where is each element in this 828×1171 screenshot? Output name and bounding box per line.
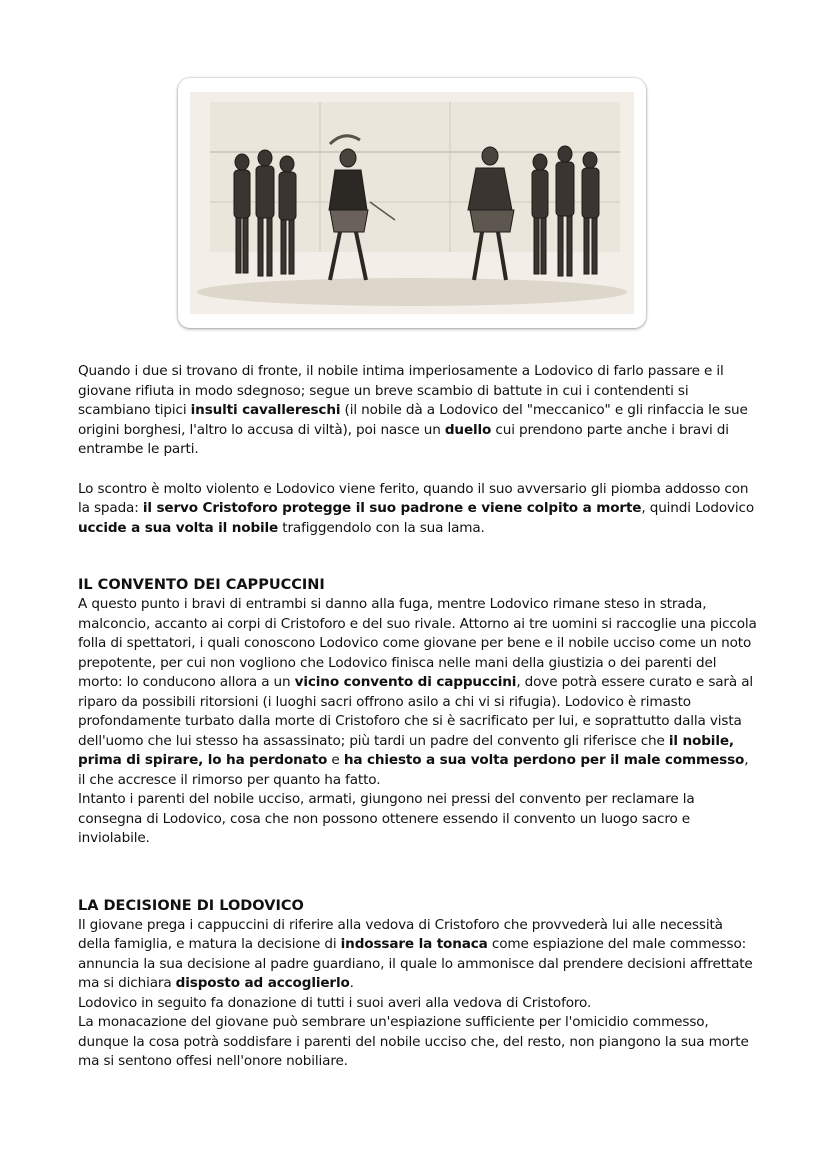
paragraph-duel-intro: Quando i due si trovano di fronte, il nobile intima imperiosamente a Lodovico di farlo passare e il giovane rifiuta in modo sdegnoso; segue un breve scambio di battute in cui i contendenti si scambiano tipici insulti cavallereschi (il nobile dà a Lodovico del "meccanico" e gli rinfaccia le sue origini borghesi, l'altro lo accusa di viltà), poi nasce un duello cui prendono parte anche i bravi di entrambe le parti. [78, 363, 748, 457]
section-heading-convento: IL CONVENTO DEI CAPPUCCINI [78, 577, 325, 593]
paragraph-duel-outcome: Lo scontro è molto violento e Lodovico viene ferito, quando il suo avversario gli piomba addosso con la spada: il servo Cristoforo protegge il suo padrone e viene colpito a morte, quindi Lodovico uccide a sua volta il nobile trafiggendolo con la sua lama. [78, 480, 755, 536]
section-heading-decisione: LA DECISIONE DI LODOVICO [78, 897, 304, 914]
paragraph-convento: A questo punto i bravi di entrambi si danno alla fuga, mentre Lodovico rimane steso in strada, malconcio, accanto ai corpi di Cristoforo e del suo rivale. Attorno ai tre uomini si raccoglie una piccola folla di spettatori, i quali conoscono Lodovico come giovane per bene e il nobile ucciso come un noto prepotente, per cui non vogliono che Lodovico finisca nelle mani della giustizia o dei parenti del morto: lo conducono allora a un vicino convento di cappuccini, dove potrà essere curato e sarà al riparo da possibili ritorsioni (i luoghi sacri offrono asilo a chi vi si rifugia). Lodovico è rimasto profondamente turbato dalla morte di Cristoforo che si è sacrificato per lui, e soprattutto dalla vista dell'uomo che lui stesso ha assassinato; più tardi un padre del convento gli riferisce che il nobile, prima di spirare, lo ha perdonato e ha chiesto a sua volta perdono per il male commesso, il che accresce il rimorso per quanto ha fatto. [78, 596, 757, 788]
illustration-frame [178, 78, 646, 328]
paragraph-parenti: Intanto i parenti del nobile ucciso, armati, giungono nei pressi del convento per reclamare la consegna di Lodovico, cosa che non possono ottenere essendo il convento un luogo sacro e inviolabile. [78, 791, 695, 846]
document-body [78, 362, 758, 1072]
paragraph-decisione: Il giovane prega i cappuccini di riferire alla vedova di Cristoforo che provvederà lui alle necessità della famiglia, e matura la decisione di indossare la tonaca come espiazione del male commesso: annuncia la sua decisione al padre guardiano, il quale lo ammonisce dal prendere decisioni affrettate ma si dichiara disposto ad accoglierlo. [78, 916, 753, 991]
paragraph-donazione: Lodovico in seguito fa donazione di tutti i suoi averi alla vedova di Cristoforo. [78, 994, 592, 1011]
paragraph-monacazione: La monacazione del giovane può sembrare un'espiazione sufficiente per l'omicidio commesso, dunque la cosa potrà soddisfare i parenti del nobile ucciso che, del resto, non piangono la sua morte ma si sentono offesi nell'onore nobiliare. [78, 1014, 749, 1069]
engraving-illustration [190, 92, 634, 314]
